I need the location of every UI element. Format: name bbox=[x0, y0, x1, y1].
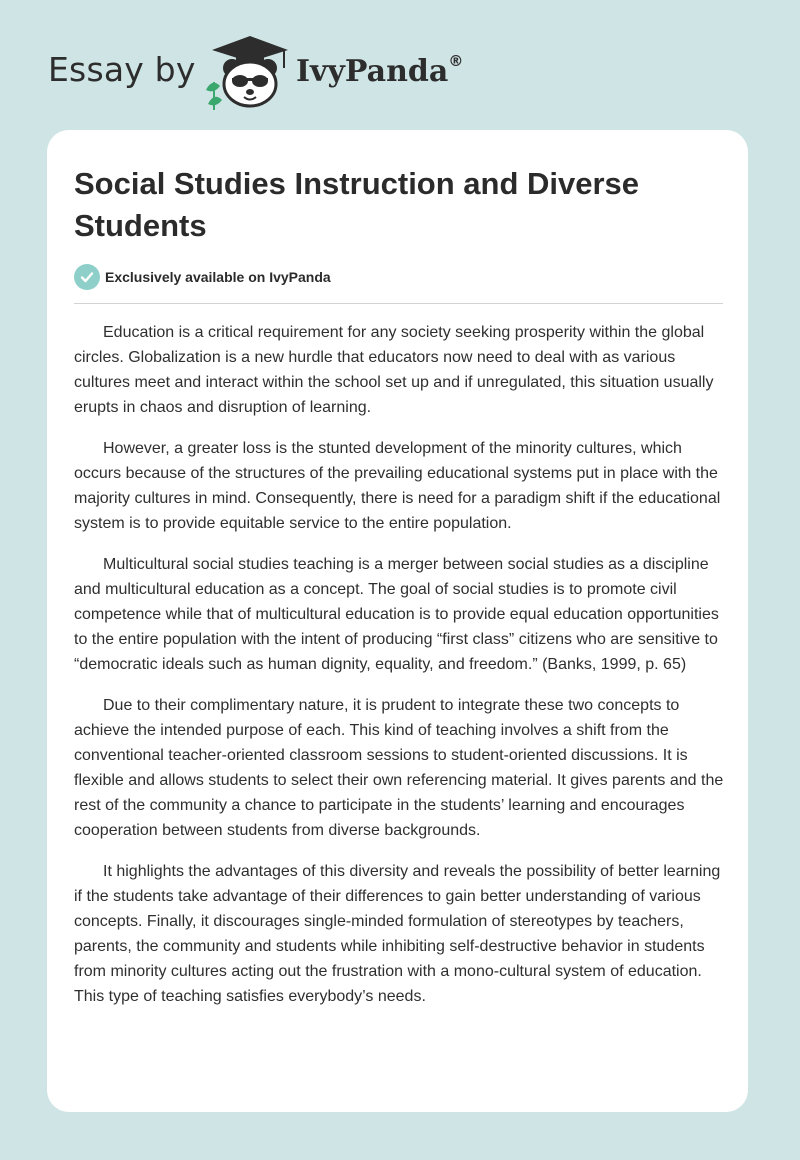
essay-body bbox=[74, 320, 724, 1025]
paragraph: Due to their complimentary nature, it is prudent to integrate these two concepts to achieve the intended purpose of each. This kind of teaching involves a shift from the conventional teacher-oriented classroom sessions to student-oriented discussions. It is flexible and allows students to select their own referencing material. It gives parents and the rest of the community a chance to participate in the students’ learning and encourages cooperation between students from diverse backgrounds. bbox=[74, 697, 724, 839]
paragraph: Education is a critical requirement for any society seeking prosperity within the global circles. Globalization is a new hurdle that educators now need to deal with as various cultures meet and interact within the school set up and if unregulated, this situation usually erupts in chaos and disruption of learning. bbox=[74, 324, 714, 416]
essay-by-label: Essay by bbox=[48, 50, 196, 89]
ivypanda-logo-icon[interactable] bbox=[200, 34, 296, 110]
badge-label: Exclusively available on IvyPanda bbox=[105, 269, 331, 285]
exclusive-badge bbox=[74, 264, 331, 290]
brand-name[interactable]: IvyPanda® bbox=[296, 52, 464, 89]
essay-card bbox=[47, 130, 748, 1112]
paragraph: Multicultural social studies teaching is a merger between social studies as a discipline and multicultural education as a concept. The goal of social studies is to promote civil competence while that of multicultural education is to provide equal education opportunities to the entire population with the intent of producing “first class” citizens who are sensitive to “democratic ideals such as human dignity, equality, and freedom.” (Banks, 1999, p. 65) bbox=[74, 556, 719, 673]
page-title: Social Studies Instruction and Diverse Students bbox=[74, 166, 640, 243]
site-header bbox=[48, 34, 648, 114]
divider bbox=[74, 303, 723, 304]
paragraph: It highlights the advantages of this diversity and reveals the possibility of better learning if the students take advantage of their differences to gain better understanding of various concepts. Finally, it discourages single-minded formulation of stereotypes by teachers, parents, the community and students while inhibiting self-destructive behavior in students from minority cultures acting out the frustration with a mono-cultural system of education. This type of teaching satisfies everybody’s needs. bbox=[74, 863, 721, 1005]
paragraph: However, a greater loss is the stunted development of the minority cultures, which occurs because of the structures of the prevailing educational systems put in place with the majority cultures in mind. Consequently, there is need for a paradigm shift if the educational system is to provide equitable service to the entire population. bbox=[74, 440, 721, 532]
checkmark-icon bbox=[74, 264, 100, 290]
